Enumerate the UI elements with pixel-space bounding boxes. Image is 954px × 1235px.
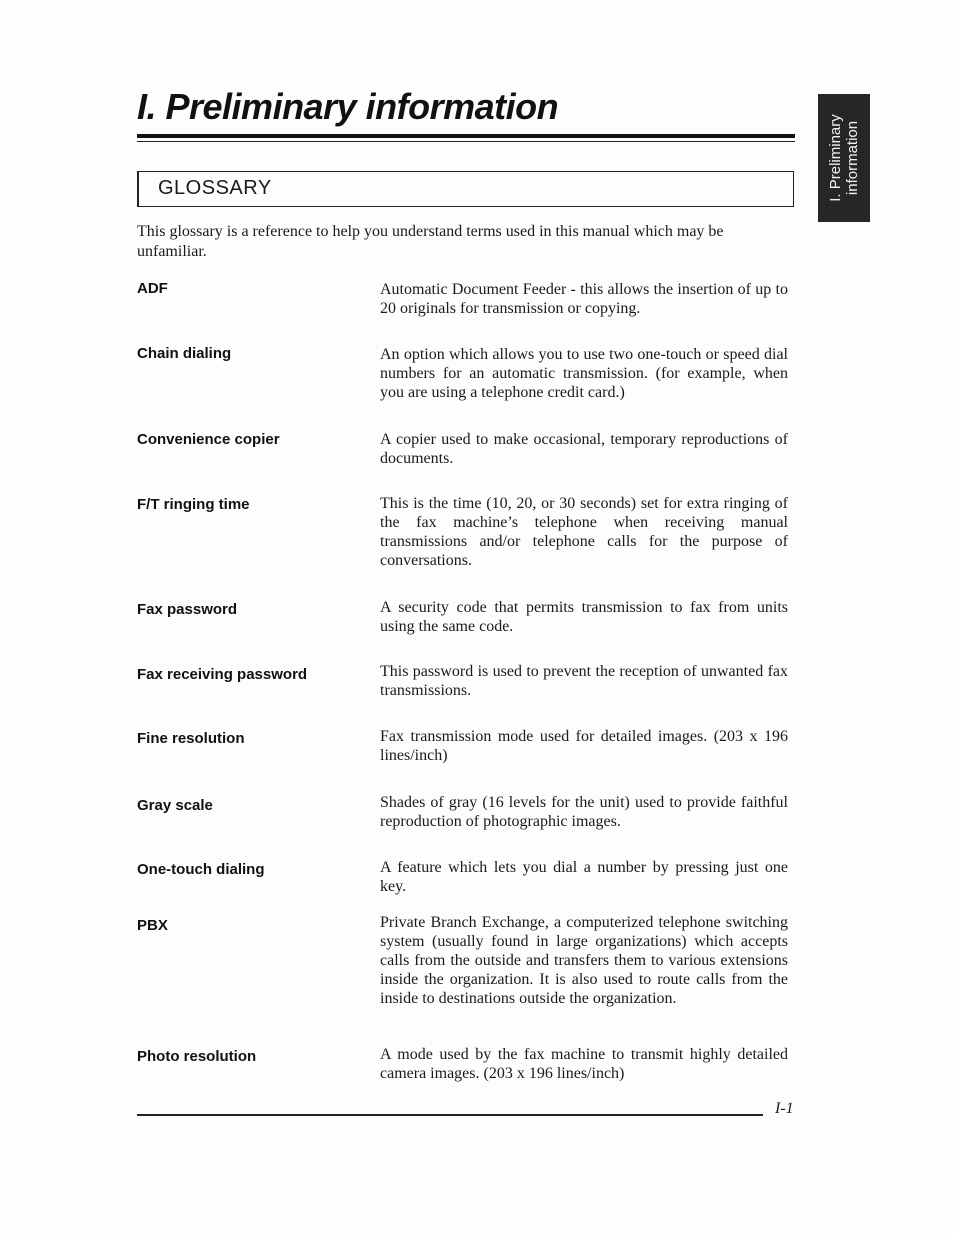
glossary-definition: Private Branch Exchange, a computerized telephone switching system (usually found in large organizations) which accepts calls from the outside and transfers them to various extensions inside the organization. It is also used to route calls from the inside to destinations outside the organization. (380, 914, 788, 1007)
glossary-term: PBX (137, 917, 168, 934)
glossary-definition: This is the time (10, 20, or 30 seconds) set for extra ringing of the fax machine’s telephone when receiving manual transmissions and/or telephone calls for the purpose of conversations. (380, 495, 788, 569)
glossary-definition: This password is used to prevent the reception of unwanted fax transmissions. (380, 663, 788, 699)
section-heading-box (137, 171, 794, 207)
glossary-term: One-touch dialing (137, 861, 265, 878)
glossary-definition: A feature which lets you dial a number by pressing just one key. (380, 859, 788, 895)
glossary-term: ADF (137, 280, 168, 297)
glossary-definition: Automatic Document Feeder - this allows the insertion of up to 20 originals for transmission or copying. (380, 281, 788, 317)
glossary-term: Fax receiving password (137, 666, 308, 683)
glossary-term: Fax password (137, 601, 238, 618)
glossary-definition: Fax transmission mode used for detailed images. (203 x 196 lines/inch) (380, 728, 788, 764)
glossary-term: Fine resolution (137, 730, 245, 747)
glossary-definition: A security code that permits transmission to fax from units using the same code. (380, 599, 788, 635)
title-rule (137, 134, 795, 138)
glossary-term: Convenience copier (137, 431, 280, 448)
glossary-term: Gray scale (137, 797, 213, 814)
side-tab-line-1: I. Preliminary (827, 114, 844, 202)
section-title: GLOSSARY (158, 177, 272, 199)
chapter-side-tab (818, 94, 870, 222)
glossary-definition: Shades of gray (16 levels for the unit) used to provide faithful reproduction of photographic images. (380, 794, 788, 830)
glossary-definition: A mode used by the fax machine to transmit highly detailed camera images. (203 x 196 lines/inch) (380, 1046, 788, 1082)
glossary-term: Photo resolution (137, 1048, 257, 1065)
glossary-definition: An option which allows you to use two one-touch or speed dial numbers for an automatic transmission. (for example, when you are using a telephone credit card.) (380, 346, 788, 401)
side-tab-line-2: information (844, 120, 861, 196)
glossary-term: Chain dialing (137, 345, 232, 362)
side-tab-label (827, 114, 861, 202)
page-number: I-1 (775, 1100, 794, 1117)
glossary-definition: A copier used to make occasional, temporary reproductions of documents. (380, 431, 788, 467)
glossary-term: F/T ringing time (137, 496, 250, 513)
title-rule-thin (137, 141, 795, 142)
footer-rule (137, 1114, 763, 1116)
chapter-title: I. Preliminary information (137, 86, 559, 127)
intro-paragraph: This glossary is a reference to help you understand terms used in this manual which may be unfamiliar. (137, 223, 724, 260)
section-box-accent (137, 171, 139, 207)
